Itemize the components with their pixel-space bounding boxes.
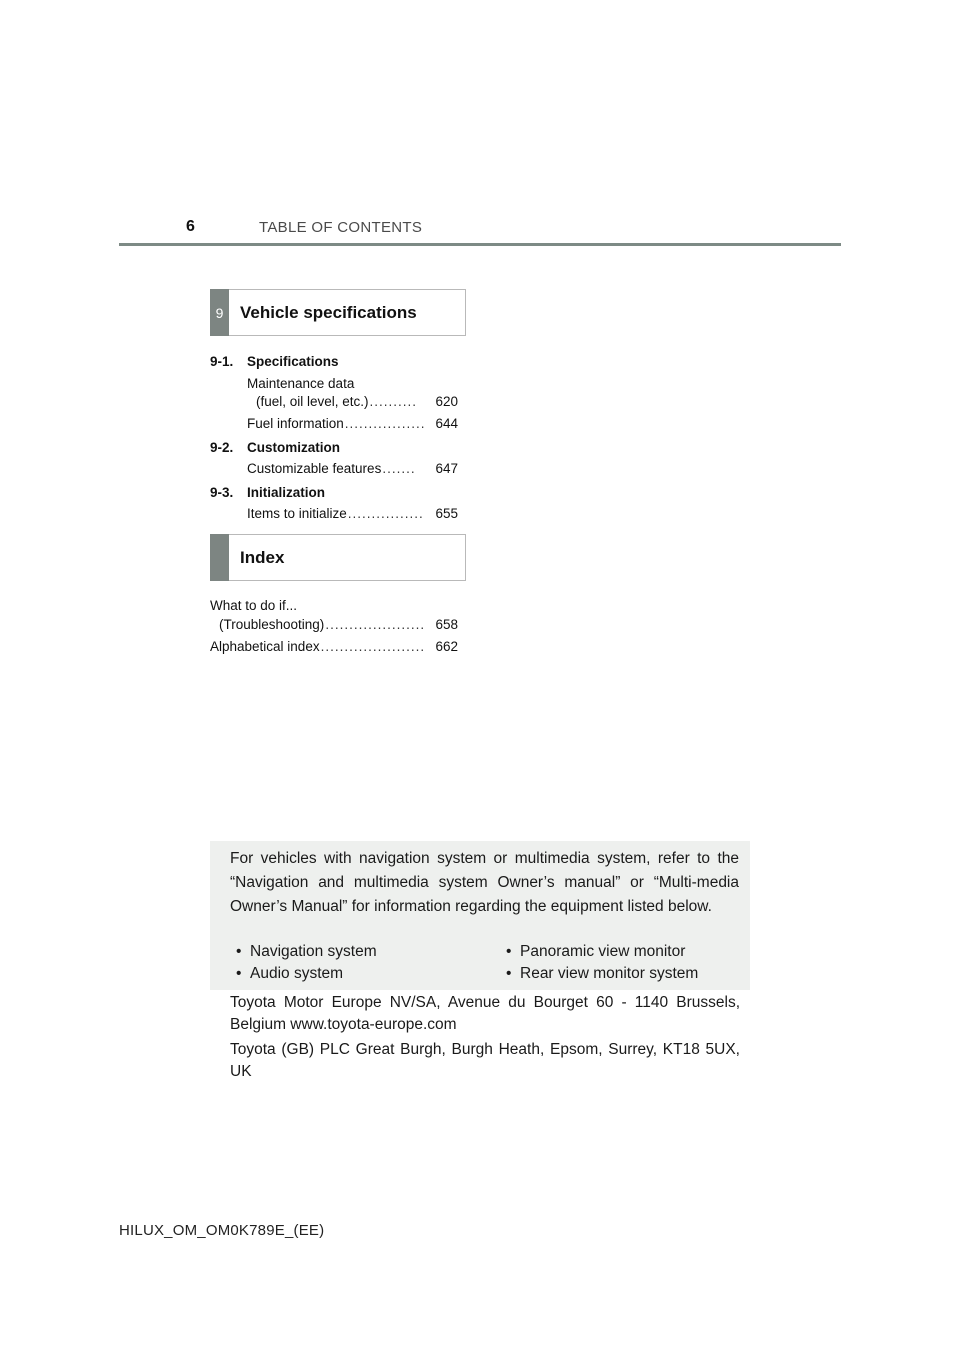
header-title: TABLE OF CONTENTS	[259, 219, 423, 236]
document-code: HILUX_OM_OM0K789E_(EE)	[119, 1222, 325, 1239]
toc-entry-page: 655	[435, 506, 458, 521]
leader-dots: .................	[344, 416, 426, 431]
list-item	[506, 963, 698, 985]
bullet-icon: •	[506, 965, 512, 982]
multimedia-note-box	[210, 841, 750, 990]
toc-entry-line1: Maintenance data	[247, 376, 355, 391]
toc-entry-label: Alphabetical index	[210, 639, 320, 654]
subsection-number: 9-1.	[210, 354, 234, 369]
section-tab: 9	[210, 289, 229, 336]
section-index-heading[interactable]	[210, 534, 466, 581]
subsection-title: Initialization	[247, 485, 326, 500]
subsection-heading-9-1[interactable]	[210, 354, 339, 369]
toc-entry-fuel-information[interactable]	[247, 416, 458, 431]
list-item-label: Panoramic view monitor	[520, 943, 686, 960]
leader-dots: ..........	[369, 394, 418, 409]
toc-entry-page: 620	[435, 394, 458, 409]
address-toyota-gb: Toyota (GB) PLC Great Burgh, Burgh Heath, Epsom, Surrey, KT18 5UX, UK	[230, 1041, 740, 1080]
list-item	[236, 963, 343, 985]
toc-entry-label: (fuel, oil level, etc.)	[256, 394, 369, 409]
section-tab	[210, 534, 229, 581]
list-item	[236, 941, 377, 963]
toc-entry-alphabetical-index[interactable]	[210, 639, 458, 654]
toc-entry-troubleshooting[interactable]	[219, 617, 458, 632]
subsection-number: 9-2.	[210, 440, 234, 455]
list-item	[506, 941, 685, 963]
toc-entry-line1: What to do if...	[210, 598, 298, 613]
toc-entry-customizable-features[interactable]	[247, 461, 458, 476]
subsection-title: Specifications	[247, 354, 339, 369]
toc-entry-label: (Troubleshooting)	[219, 617, 325, 632]
multimedia-note-text: For vehicles with navigation system or multimedia system, refer to the “Navigation and multimedia system Owner’s manual” or “Multi-media Owner’s Manual” for information regarding the equipment listed below.	[230, 850, 739, 915]
toc-entry-page: 658	[435, 617, 458, 632]
address-toyota-europe: Toyota Motor Europe NV/SA, Avenue du Bourget 60 - 1140 Brussels, Belgium www.toyota-europe.com	[230, 994, 740, 1033]
list-item-label: Navigation system	[250, 943, 377, 960]
toc-entry-page: 662	[435, 639, 458, 654]
toc-entry-label: Items to initialize	[247, 506, 347, 521]
header-divider	[119, 243, 841, 246]
toc-entry-label: Customizable features	[247, 461, 382, 476]
page-number: 6	[186, 218, 195, 235]
subsection-heading-9-2[interactable]	[210, 440, 340, 455]
bullet-icon: •	[236, 943, 242, 960]
section-title: Vehicle specifications	[240, 302, 417, 322]
section-9-heading[interactable]	[210, 289, 466, 336]
list-item-label: Rear view monitor system	[520, 965, 699, 982]
toc-entry-maintenance-data[interactable]	[256, 394, 458, 409]
leader-dots: ......................	[320, 639, 426, 654]
bullet-icon: •	[236, 965, 242, 982]
bullet-icon: •	[506, 943, 512, 960]
leader-dots: .......	[382, 461, 416, 476]
list-item-label: Audio system	[250, 965, 344, 982]
subsection-number: 9-3.	[210, 485, 234, 500]
toc-entry-label: Fuel information	[247, 416, 344, 431]
toc-entry-page: 647	[435, 461, 458, 476]
subsection-heading-9-3[interactable]	[210, 485, 325, 500]
toc-entry-page: 644	[435, 416, 458, 431]
leader-dots: .....................	[325, 617, 426, 632]
section-title: Index	[240, 547, 285, 567]
subsection-title: Customization	[247, 440, 340, 455]
leader-dots: ................	[347, 506, 424, 521]
toc-entry-items-to-initialize[interactable]	[247, 506, 458, 521]
